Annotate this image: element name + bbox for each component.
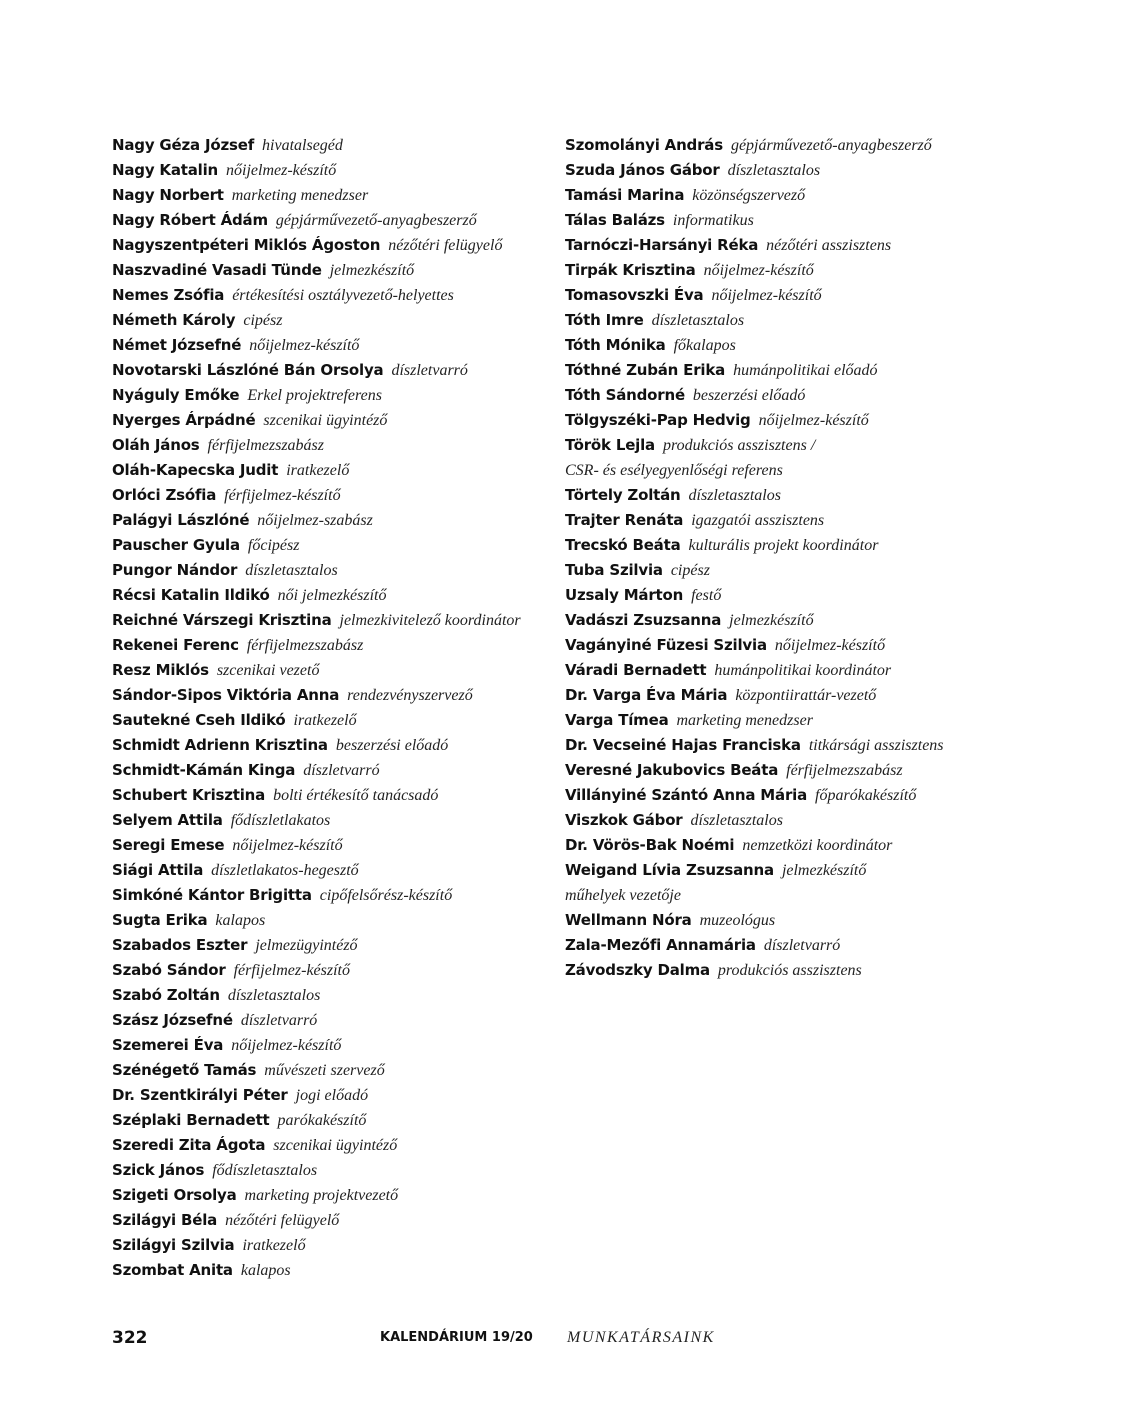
staff-name: Nyáguly Emőke <box>112 386 240 404</box>
staff-name: Oláh-Kapecska Judit <box>112 461 279 479</box>
staff-name: Vadászi Zsuzsanna <box>565 611 722 629</box>
staff-name: Vagányiné Füzesi Szilvia <box>565 636 767 654</box>
staff-entry <box>112 983 552 1008</box>
staff-name: Szick János <box>112 1161 205 1179</box>
staff-role: szcenikai vezető <box>216 662 320 679</box>
staff-name: Récsi Katalin Ildikó <box>112 586 270 604</box>
staff-name: Sautekné Cseh Ildikó <box>112 711 286 729</box>
staff-name: Dr. Vecseiné Hajas Franciska <box>565 736 801 754</box>
staff-role: marketing menedzser <box>676 712 813 729</box>
staff-entry <box>112 808 552 833</box>
staff-role: produkciós asszisztens / <box>662 437 816 454</box>
staff-name: Nemes Zsófia <box>112 286 225 304</box>
staff-entry <box>565 308 1015 333</box>
staff-role: férfijelmez-készítő <box>224 487 341 504</box>
staff-entry <box>565 283 1015 308</box>
staff-entry <box>565 858 1015 883</box>
staff-role: szcenikai ügyintéző <box>263 412 388 429</box>
staff-entry <box>112 783 552 808</box>
staff-entry <box>112 1158 552 1183</box>
staff-name: Tuba Szilvia <box>565 561 663 579</box>
staff-entry <box>112 658 552 683</box>
staff-entry <box>565 633 1015 658</box>
staff-name: Szombat Anita <box>112 1261 233 1279</box>
staff-entry <box>565 433 1015 458</box>
staff-name: Tirpák Krisztina <box>565 261 696 279</box>
staff-name: Szilágyi Béla <box>112 1211 218 1229</box>
staff-entry <box>112 383 552 408</box>
staff-entry <box>565 333 1015 358</box>
staff-entry <box>112 533 552 558</box>
staff-role: muzeológus <box>699 912 776 929</box>
staff-name: Uzsaly Márton <box>565 586 684 604</box>
staff-entry <box>112 608 552 633</box>
staff-role: kulturális projekt koordinátor <box>688 537 879 554</box>
staff-name: Sugta Erika <box>112 911 208 929</box>
staff-name: Pauscher Gyula <box>112 536 240 554</box>
staff-name: Széplaki Bernadett <box>112 1111 270 1129</box>
staff-entry <box>565 483 1015 508</box>
staff-name: Törtely Zoltán <box>565 486 681 504</box>
staff-role: cipész <box>243 312 283 329</box>
staff-role: díszletasztalos <box>690 812 783 829</box>
staff-entry <box>565 583 1015 608</box>
staff-role: beszerzési előadó <box>335 737 449 754</box>
staff-name: Nyerges Árpádné <box>112 411 256 429</box>
staff-entry <box>112 1058 552 1083</box>
staff-role: titkársági asszisztens <box>808 737 944 754</box>
staff-entry <box>112 833 552 858</box>
staff-name: Tarnóczi-Harsányi Réka <box>565 236 759 254</box>
staff-list-right-column <box>565 133 1015 983</box>
staff-entry <box>112 183 552 208</box>
staff-name: Szilágyi Szilvia <box>112 1236 235 1254</box>
staff-role: jelmezkészítő <box>329 262 415 279</box>
staff-name: Török Lejla <box>565 436 655 454</box>
staff-role: jelmezkészítő <box>781 862 867 879</box>
staff-entry <box>565 933 1015 958</box>
staff-role: főkalapos <box>673 337 736 354</box>
staff-name: Szuda János Gábor <box>565 161 720 179</box>
staff-name: Schubert Krisztina <box>112 786 266 804</box>
staff-entry <box>112 558 552 583</box>
staff-name: Reichné Várszegi Krisztina <box>112 611 332 629</box>
staff-entry <box>112 483 552 508</box>
staff-role: parókakészítő <box>277 1112 367 1129</box>
staff-name: Nagy Katalin <box>112 161 219 179</box>
staff-entry <box>112 1233 552 1258</box>
staff-role: rendezvényszervező <box>347 687 473 704</box>
staff-role: nőijelmez-készítő <box>703 262 814 279</box>
staff-entry <box>565 908 1015 933</box>
staff-role: gépjárművezető-anyagbeszerző <box>730 137 932 154</box>
staff-entry <box>112 858 552 883</box>
staff-entry <box>112 958 552 983</box>
staff-role: szcenikai ügyintéző <box>273 1137 398 1154</box>
page-number: 322 <box>112 1328 148 1348</box>
staff-name: Schmidt Adrienn Krisztina <box>112 736 328 754</box>
staff-role: Erkel projektreferens <box>247 387 382 404</box>
staff-entry <box>112 233 552 258</box>
staff-entry <box>565 733 1015 758</box>
staff-role: nőijelmez-készítő <box>232 837 343 854</box>
staff-entry <box>565 358 1015 383</box>
staff-role: cipőfelsőrész-készítő <box>319 887 453 904</box>
staff-role: női jelmezkészítő <box>277 587 387 604</box>
staff-role: nézőtéri asszisztens <box>766 237 892 254</box>
staff-role: férfijelmezszabász <box>246 637 364 654</box>
staff-role: CSR- és esélyegyenlőségi referens <box>565 462 783 479</box>
staff-name: Németh Károly <box>112 311 236 329</box>
staff-entry <box>565 558 1015 583</box>
staff-name: Szeredi Zita Ágota <box>112 1136 266 1154</box>
staff-role: beszerzési előadó <box>692 387 806 404</box>
staff-entry <box>112 933 552 958</box>
staff-role: nőijelmez-készítő <box>226 162 337 179</box>
staff-role: központiirattár-vezető <box>735 687 877 704</box>
staff-name: Weigand Lívia Zsuzsanna <box>565 861 774 879</box>
staff-role: főparókakészítő <box>815 787 917 804</box>
staff-name: Pungor Nándor <box>112 561 238 579</box>
staff-name: Schmidt-Kámán Kinga <box>112 761 296 779</box>
staff-role: nemzetközi koordinátor <box>742 837 893 854</box>
staff-name: Szabados Eszter <box>112 936 248 954</box>
staff-name: Német Józsefné <box>112 336 242 354</box>
staff-name: Tölgyszéki-Pap Hedvig <box>565 411 751 429</box>
staff-name: Sándor-Sipos Viktória Anna <box>112 686 340 704</box>
staff-role: iratkezelő <box>286 462 350 479</box>
staff-entry <box>112 308 552 333</box>
staff-role: hivatalsegéd <box>262 137 343 154</box>
staff-entry <box>565 208 1015 233</box>
staff-role: értékesítési osztályvezető-helyettes <box>232 287 454 304</box>
staff-entry <box>565 383 1015 408</box>
staff-role: nőijelmez-készítő <box>758 412 869 429</box>
staff-entry <box>565 133 1015 158</box>
staff-name: Tóth Imre <box>565 311 644 329</box>
staff-role: jelmezkészítő <box>729 612 814 629</box>
staff-role: kalapos <box>240 1262 291 1279</box>
staff-entry <box>112 1183 552 1208</box>
staff-entry <box>112 283 552 308</box>
staff-role: festő <box>691 587 722 604</box>
staff-entry <box>112 758 552 783</box>
staff-role: díszletasztalos <box>227 987 321 1004</box>
staff-role: férfijelmezszabász <box>207 437 324 454</box>
staff-name: Tamási Marina <box>565 186 685 204</box>
staff-name: Palágyi Lászlóné <box>112 511 250 529</box>
staff-role: főcipész <box>247 537 300 554</box>
publication-title: KALENDÁRIUM 19/20 <box>380 1330 533 1345</box>
staff-entry <box>112 1083 552 1108</box>
staff-entry <box>565 458 1015 483</box>
staff-name: Zala-Mezőfi Annamária <box>565 936 756 954</box>
staff-entry <box>112 458 552 483</box>
staff-name: Villányiné Szántó Anna Mária <box>565 786 808 804</box>
staff-entry <box>565 783 1015 808</box>
staff-role: férfijelmez-készítő <box>233 962 350 979</box>
staff-role: jelmezkivitelező koordinátor <box>339 612 521 629</box>
staff-name: Wellmann Nóra <box>565 911 692 929</box>
staff-entry <box>112 408 552 433</box>
staff-list-left-column <box>112 133 552 1283</box>
staff-role: nőijelmez-készítő <box>231 1037 342 1054</box>
staff-name: Selyem Attila <box>112 811 223 829</box>
staff-role: díszletasztalos <box>245 562 338 579</box>
staff-role: jelmezügyintéző <box>255 937 358 954</box>
staff-role: művészeti szervező <box>264 1062 385 1079</box>
staff-name: Tomasovszki Éva <box>565 286 704 304</box>
staff-entry <box>112 333 552 358</box>
staff-entry <box>565 408 1015 433</box>
staff-role: nőijelmez-készítő <box>711 287 822 304</box>
staff-name: Tóth Mónika <box>565 336 666 354</box>
staff-entry <box>112 133 552 158</box>
staff-role: gépjárművezető-anyagbeszerző <box>275 212 477 229</box>
staff-role: nézőtéri felügyelő <box>388 237 503 254</box>
staff-entry <box>565 883 1015 908</box>
staff-name: Veresné Jakubovics Beáta <box>565 761 779 779</box>
staff-role: cipész <box>670 562 710 579</box>
staff-entry <box>112 1258 552 1283</box>
staff-role: díszletlakatos-hegesztő <box>211 862 359 879</box>
staff-name: Szénégető Tamás <box>112 1061 257 1079</box>
staff-name: Tóth Sándorné <box>565 386 685 404</box>
staff-name: Nagy Géza József <box>112 136 255 154</box>
staff-name: Nagyszentpéteri Miklós Ágoston <box>112 236 381 254</box>
staff-role: nőijelmez-készítő <box>249 337 360 354</box>
staff-name: Siági Attila <box>112 861 204 879</box>
staff-entry <box>112 583 552 608</box>
staff-entry <box>112 908 552 933</box>
staff-entry <box>112 208 552 233</box>
staff-role: díszletvarró <box>763 937 841 954</box>
staff-entry <box>565 533 1015 558</box>
staff-role: díszletvarró <box>391 362 468 379</box>
staff-name: Szász Józsefné <box>112 1011 233 1029</box>
staff-role: díszletasztalos <box>688 487 781 504</box>
staff-name: Varga Tímea <box>565 711 669 729</box>
staff-entry <box>112 708 552 733</box>
staff-entry <box>565 608 1015 633</box>
staff-role: kalapos <box>215 912 266 929</box>
staff-role: díszletasztalos <box>727 162 821 179</box>
staff-entry <box>112 158 552 183</box>
staff-name: Novotarski Lászlóné Bán Orsolya <box>112 361 384 379</box>
staff-entry <box>112 733 552 758</box>
staff-role: marketing menedzser <box>231 187 369 204</box>
staff-role: informatikus <box>672 212 754 229</box>
staff-name: Simkóné Kántor Brigitta <box>112 886 312 904</box>
staff-role: bolti értékesítő tanácsadó <box>273 787 439 804</box>
staff-entry <box>112 358 552 383</box>
staff-entry <box>112 1108 552 1133</box>
staff-entry <box>112 633 552 658</box>
staff-name: Dr. Vörös-Bak Noémi <box>565 836 735 854</box>
staff-role: díszletvarró <box>240 1012 318 1029</box>
staff-name: Orlóci Zsófia <box>112 486 217 504</box>
staff-name: Resz Miklós <box>112 661 209 679</box>
staff-entry <box>112 683 552 708</box>
staff-name: Szabó Zoltán <box>112 986 220 1004</box>
staff-name: Nagy Róbert Ádám <box>112 211 268 229</box>
staff-name: Trecskó Beáta <box>565 536 681 554</box>
staff-role: férfijelmezszabász <box>786 762 903 779</box>
staff-entry <box>565 683 1015 708</box>
staff-entry <box>565 833 1015 858</box>
staff-entry <box>565 508 1015 533</box>
staff-role: humánpolitikai előadó <box>733 362 878 379</box>
staff-name: Váradi Bernadett <box>565 661 707 679</box>
section-title: MUNKATÁRSAINK <box>567 1329 715 1346</box>
staff-entry <box>112 433 552 458</box>
staff-entry <box>565 658 1015 683</box>
staff-name: Rekenei Ferenc <box>112 636 239 654</box>
staff-role: fődíszletlakatos <box>230 812 331 829</box>
staff-name: Szomolányi András <box>565 136 723 154</box>
staff-role: iratkezelő <box>293 712 357 729</box>
staff-name: Dr. Varga Éva Mária <box>565 686 728 704</box>
staff-name: Naszvadiné Vasadi Tünde <box>112 261 322 279</box>
staff-entry <box>565 758 1015 783</box>
staff-role: jogi előadó <box>295 1087 369 1104</box>
staff-name: Nagy Norbert <box>112 186 224 204</box>
staff-role: humánpolitikai koordinátor <box>714 662 892 679</box>
staff-entry <box>565 233 1015 258</box>
staff-name: Dr. Szentkirályi Péter <box>112 1086 288 1104</box>
staff-entry <box>112 1008 552 1033</box>
staff-name: Viszkok Gábor <box>565 811 683 829</box>
staff-role: műhelyek vezetője <box>565 887 681 904</box>
staff-entry <box>565 808 1015 833</box>
staff-entry <box>565 958 1015 983</box>
staff-name: Szemerei Éva <box>112 1036 224 1054</box>
staff-entry <box>565 258 1015 283</box>
staff-role: nőijelmez-szabász <box>257 512 373 529</box>
staff-entry <box>112 1033 552 1058</box>
staff-role: nézőtéri felügyelő <box>225 1212 340 1229</box>
staff-name: Szigeti Orsolya <box>112 1186 237 1204</box>
staff-role: díszletvarró <box>303 762 380 779</box>
staff-entry <box>112 508 552 533</box>
staff-role: fődíszletasztalos <box>212 1162 318 1179</box>
staff-name: Tálas Balázs <box>565 211 665 229</box>
staff-role: produkciós asszisztens <box>717 962 862 979</box>
staff-entry <box>112 1208 552 1233</box>
staff-role: marketing projektvezető <box>244 1187 399 1204</box>
staff-name: Oláh János <box>112 436 200 454</box>
staff-entry <box>112 883 552 908</box>
staff-role: iratkezelő <box>242 1237 306 1254</box>
staff-role: közönségszervező <box>692 187 806 204</box>
staff-name: Seregi Emese <box>112 836 225 854</box>
staff-entry <box>565 708 1015 733</box>
staff-role: igazgatói asszisztens <box>691 512 825 529</box>
staff-name: Tóthné Zubán Erika <box>565 361 726 379</box>
staff-role: nőijelmez-készítő <box>774 637 886 654</box>
staff-entry <box>565 158 1015 183</box>
staff-name: Szabó Sándor <box>112 961 226 979</box>
staff-name: Trajter Renáta <box>565 511 684 529</box>
staff-role: díszletasztalos <box>651 312 745 329</box>
staff-entry <box>112 1133 552 1158</box>
staff-entry <box>112 258 552 283</box>
staff-name: Závodszky Dalma <box>565 961 710 979</box>
staff-entry <box>565 183 1015 208</box>
